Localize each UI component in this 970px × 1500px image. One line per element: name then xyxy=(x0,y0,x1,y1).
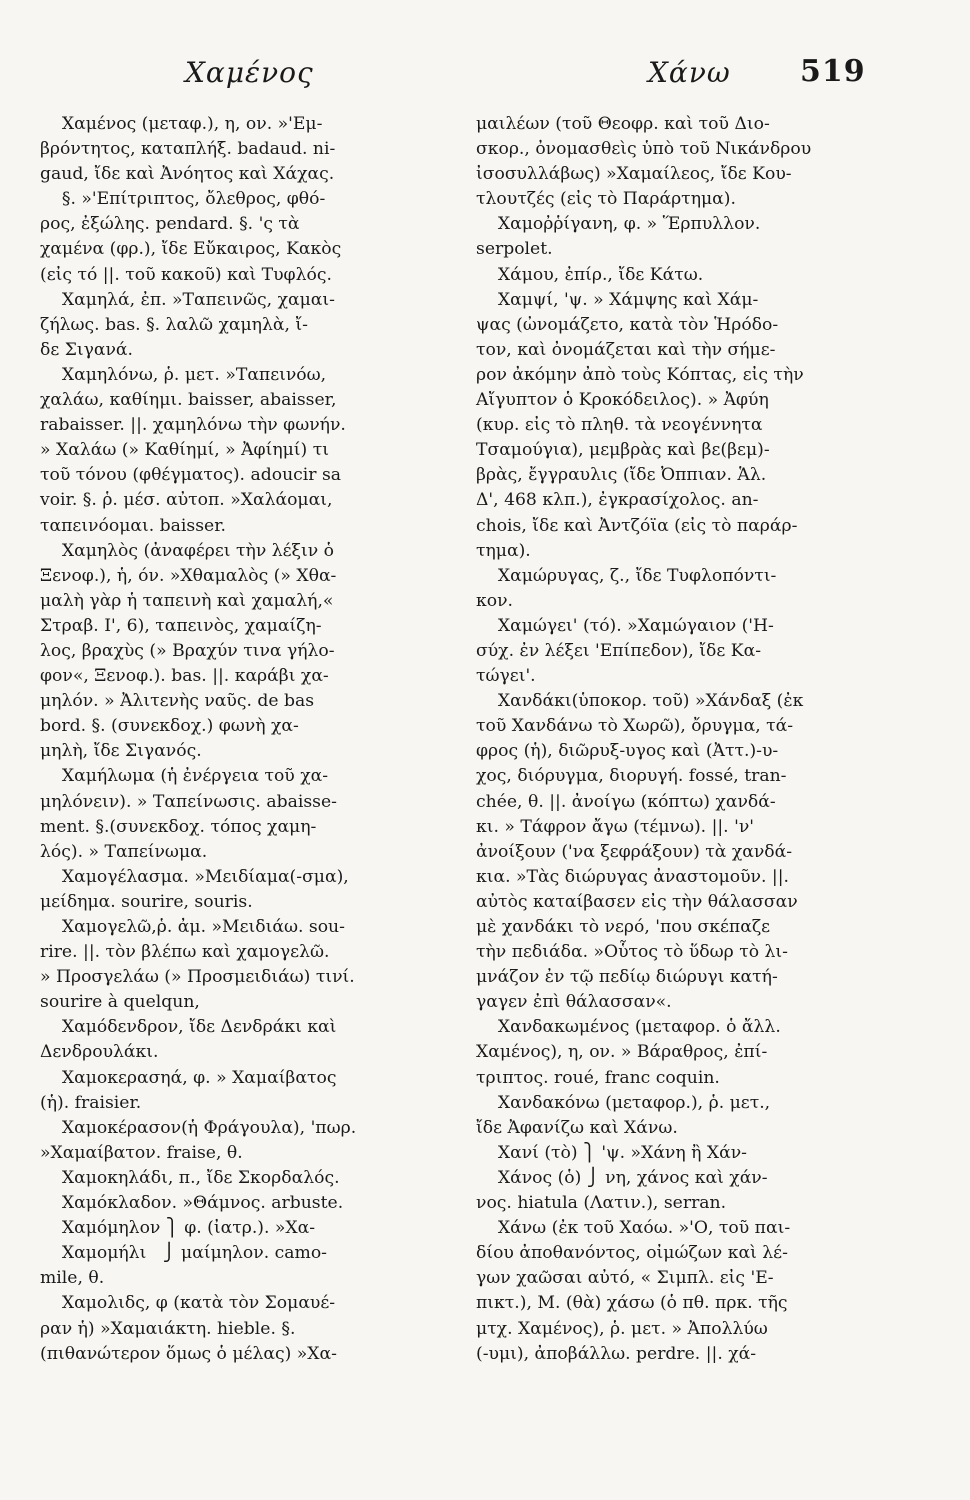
dictionary-line: χαμένα (φρ.), ἴδε Εὔκαιρος, Κακὸς xyxy=(40,239,342,260)
dictionary-line: (ἡ). fraisier. xyxy=(40,1092,142,1113)
dictionary-line: Χαμόδενδρον, ἴδε Δενδράκι καὶ xyxy=(40,1017,337,1038)
dictionary-line: Χαμογελῶ,ῥ. ἀμ. »Μειδιάω. sou- xyxy=(40,917,345,937)
dictionary-line: βρόντητος, καταπλήξ. badaud. ni- xyxy=(40,139,336,160)
dictionary-line: μὲ χανδάκι τὸ νερό, 'που σκέπαζε xyxy=(476,917,771,937)
dictionary-line: Χανδάκι(ὑποκορ. τοῦ) »Χάνδαξ (ἐκ xyxy=(476,691,804,712)
dictionary-line: Δενδρουλάκι. xyxy=(40,1042,159,1063)
dictionary-line: Χαμοῤῥίγανη, φ. » Ἕρπυλλον. xyxy=(476,214,761,235)
dictionary-line: τον, καὶ ὀνομάζεται καὶ τὴν σήμε- xyxy=(476,339,776,360)
dictionary-line: Αἴγυπτον ὁ Κροκόδειλος). » Ἀφύη xyxy=(476,390,769,411)
dictionary-line: σύχ. ἐν λέξει 'Επίπεδον), ἴδε Κα- xyxy=(476,640,762,661)
dictionary-line: »Χαμαίβατον. fraise, θ. xyxy=(40,1142,243,1163)
dictionary-line: Χαμένος (μεταφ.), η, ον. »'Εμ- xyxy=(40,114,323,134)
dictionary-line: » Προσγελάω (» Προσμειδιάω) τινί. xyxy=(40,967,355,988)
dictionary-line: chée, θ. ||. ἀνοίγω (κόπτω) χανδά- xyxy=(476,791,776,812)
dictionary-line: chois, ἴδε καὶ Ἀντζόϊα (εἰς τὸ παράρ- xyxy=(476,515,798,536)
dictionary-line: γων χαῶσαι αὐτό, « Σιμπλ. εἰς 'Ε- xyxy=(476,1268,774,1289)
dictionary-line: σκορ., ὀνομασθεὶς ὑπὸ τοῦ Νικάνδρου xyxy=(476,139,812,160)
dictionary-line: ταπεινόομαι. baisser. xyxy=(40,515,226,536)
dictionary-line: μηλόν. » Ἀλιτενὴς ναῦς. de bas xyxy=(40,691,315,712)
dictionary-line: (εἰς τό ||. τοῦ κακοῦ) καὶ Τυφλός. xyxy=(40,264,332,285)
dictionary-line: Χαμψί, 'ψ. » Χάμψης καὶ Χάμ- xyxy=(476,289,759,310)
dictionary-line: πικτ.), Μ. (θὰ) χάσω (ὁ πθ. πρκ. τῆς xyxy=(476,1293,788,1314)
dictionary-line: αὐτὸς καταίβασεν εἰς τὴν θάλασσαν xyxy=(476,891,798,912)
dictionary-line: sourire à quelqun, xyxy=(40,992,200,1013)
dictionary-line: ἰσοσυλλάβως) »Χαμαίλεος, ἴδε Κου- xyxy=(476,164,792,185)
left-column xyxy=(40,112,460,1367)
dictionary-line: δίου ἀποθανόντος, οἰμώζων καὶ λέ- xyxy=(476,1243,788,1264)
dictionary-line: serpolet. xyxy=(476,239,553,260)
dictionary-line: μαλὴ γὰρ ἡ ταπεινὴ καὶ χαμαλή,« xyxy=(40,590,334,611)
dictionary-line: Στραβ. Ι', 6), ταπεινὸς, χαμαίζη- xyxy=(40,615,322,636)
dictionary-line: Χαμηλόνω, ῥ. μετ. »Ταπεινόω, xyxy=(40,364,327,385)
dictionary-line: τοῦ Χανδάνω τὸ Χωρῶ), ὄρυγμα, τά- xyxy=(476,716,794,737)
dictionary-line: ρος, ἐξώλης. pendard. §. 'ς τὰ xyxy=(40,214,300,235)
dictionary-line: Χαμοκερασηά, φ. » Χαμαίβατος xyxy=(40,1067,337,1088)
dictionary-line: ment. §.(συνεκδοχ. τόπος χαμη- xyxy=(40,816,317,837)
dictionary-line: §. »'Επίτριπτος, ὄλεθρος, φθό- xyxy=(40,189,326,210)
dictionary-line: Χάμου, ἐπίρ., ἴδε Κάτω. xyxy=(476,264,704,285)
dictionary-line: ζήλως. bas. §. λαλῶ χαμηλὰ, ἴ- xyxy=(40,314,308,335)
dictionary-line: Χανί (τὸ) ⎫ 'ψ. »Χάνη ἢ Χάν- xyxy=(476,1142,747,1163)
dictionary-line: λος, βραχὺς (» Βραχύν τινα γήλο- xyxy=(40,640,335,661)
dictionary-line: Χανδακωμένος (μεταφορ. ὁ ἄλλ. xyxy=(476,1017,781,1038)
dictionary-line: κια. »Τὰς διώρυγας ἀναστομοῦν. ||. xyxy=(476,866,789,887)
dictionary-line: τλουτζές (εἰς τὸ Παράρτημα). xyxy=(476,189,736,210)
dictionary-line: Χαμοκηλάδι, π., ἴδε Σκορδαλός. xyxy=(40,1167,340,1188)
dictionary-line: χος, διόρυγμα, διορυγή. fossé, tran- xyxy=(476,766,787,787)
dictionary-line: χαλάω, καθίημι. baisser, abaisser, xyxy=(40,390,337,411)
dictionary-line: Χαμώρυγας, ζ., ἴδε Τυφλοπόντι- xyxy=(476,565,777,586)
dictionary-line: νος. hiatula (Λατιν.), serran. xyxy=(476,1193,727,1214)
dictionary-line: μείδημα. sourire, souris. xyxy=(40,891,253,912)
dictionary-line: Δ', 468 κλπ.), ἐγκρασίχολος. an- xyxy=(476,490,759,511)
dictionary-line: mile, θ. xyxy=(40,1268,105,1289)
dictionary-line: κι. » Τάφρον ἄγω (τέμνω). ||. 'ν' xyxy=(476,816,755,837)
dictionary-line: ἀνοίξουν ('να ξεφράξουν) τὰ χανδά- xyxy=(476,841,793,862)
dictionary-line: Χαμηλά, ἐπ. »Ταπεινῶς, χαμαι- xyxy=(40,289,335,310)
dictionary-line: μνάζον ἐν τῷ πεδίῳ διώρυγι κατή- xyxy=(476,967,778,988)
dictionary-line: Χαμηλὸς (ἀναφέρει τὴν λέξιν ὁ xyxy=(40,540,334,561)
dictionary-line: Χαμολιδς, φ (κατὰ τὸν Σομαυέ- xyxy=(40,1293,336,1314)
dictionary-line: Χαμένος), η, ον. » Βάραθρος, ἐπί- xyxy=(476,1042,768,1063)
right-column xyxy=(476,112,916,1367)
dictionary-line: κον. xyxy=(476,590,514,611)
dictionary-line: ψας (ὠνομάζετο, κατὰ τὸν Ἡρόδο- xyxy=(476,314,779,335)
dictionary-line: Χαμόμηλον ⎫ φ. (ἰατρ.). »Χα- xyxy=(40,1218,316,1239)
dictionary-line: τοῦ τόνου (φθέγματος). adoucir sa xyxy=(40,465,342,486)
dictionary-line: voir. §. ῥ. μέσ. αὐτοπ. »Χαλάομαι, xyxy=(40,490,333,511)
running-head-left: Χαμένος xyxy=(185,56,314,89)
page-number: 519 xyxy=(800,54,866,89)
dictionary-line: Τσαμούγια), μεμβρὰς καὶ βε(βεμ)- xyxy=(476,440,770,461)
dictionary-line: μηλὴ, ἴδε Σιγανός. xyxy=(40,741,202,762)
dictionary-line: τριπτος. roué, franc coquin. xyxy=(476,1067,720,1088)
dictionary-line: ρον ἀκόμην ἀπὸ τοὺς Κόπτας, εἰς τὴν xyxy=(476,364,804,385)
dictionary-line: βρὰς, ἔγγραυλις (ἴδε Ὀππιαν. Ἁλ. xyxy=(476,465,767,486)
dictionary-line: rire. ||. τὸν βλέπω καὶ χαμογελῶ. xyxy=(40,942,330,963)
dictionary-line: Χαμοκέρασον(ἡ Φράγουλα), 'πωρ. xyxy=(40,1117,357,1138)
dictionary-line: Χαμόκλαδον. »Θάμνος. arbuste. xyxy=(40,1193,344,1214)
dictionary-line: rabaisser. ||. χαμηλόνω τὴν φωνήν. xyxy=(40,415,346,436)
dictionary-line: Χάνω (ἐκ τοῦ Χαόω. »'Ο, τοῦ παι- xyxy=(476,1218,791,1239)
dictionary-line: Ξενοφ.), ἡ, όν. »Χθαμαλὸς (» Χθα- xyxy=(40,565,337,586)
dictionary-line: γαγεν ἐπὶ θάλασσαν«. xyxy=(476,992,672,1013)
dictionary-line: Χάνος (ὁ) ⎭ νη, χάνος καὶ χάν- xyxy=(476,1167,768,1188)
dictionary-line: ἴδε Ἀφανίζω καὶ Χάνω. xyxy=(476,1117,678,1138)
dictionary-line: (-υμι), ἀποβάλλω. perdre. ||. χά- xyxy=(476,1343,757,1364)
dictionary-line: gaud, ἴδε καὶ Ἀνόητος καὶ Χάχας. xyxy=(40,164,335,185)
dictionary-line: Χαμήλωμα (ἡ ἐνέργεια τοῦ χα- xyxy=(40,766,329,787)
dictionary-line: (πιθανώτερον ὅμως ὁ μέλας) »Χα- xyxy=(40,1343,337,1364)
running-head-right: Χάνω xyxy=(648,56,731,89)
dictionary-line: bord. §. (συνεκδοχ.) φωνὴ χα- xyxy=(40,716,299,737)
dictionary-line: τώγει'. xyxy=(476,666,536,687)
dictionary-line: φον«, Ξενοφ.). bas. ||. καράβι χα- xyxy=(40,666,329,687)
dictionary-line: δε Σιγανά. xyxy=(40,339,134,360)
dictionary-line: μαιλέων (τοῦ Θεοφρ. καὶ τοῦ Διο- xyxy=(476,114,770,134)
dictionary-line: ραν ἡ) »Χαμαιάκτη. hieble. §. xyxy=(40,1318,296,1339)
dictionary-line: φρος (ἡ), διῶρυξ-υγος καὶ (Ἀττ.)-υ- xyxy=(476,741,779,762)
dictionary-line: Χανδακόνω (μεταφορ.), ῥ. μετ., xyxy=(476,1092,771,1113)
dictionary-line: Χαμώγει' (τό). »Χαμώγαιον ('Η- xyxy=(476,615,774,636)
dictionary-line: Χαμογέλασμα. »Μειδίαμα(-σμα), xyxy=(40,866,349,887)
dictionary-line: λός). » Ταπείνωμα. xyxy=(40,841,208,862)
dictionary-line: Χαμομήλι ⎭ μαίμηλον. camo- xyxy=(40,1243,327,1264)
dictionary-line: τημα). xyxy=(476,540,531,561)
dictionary-line: (κυρ. εἰς τὸ πληθ. τὰ νεογέννητα xyxy=(476,415,763,436)
dictionary-line: μτχ. Χαμένος), ῥ. μετ. » Ἀπολλύω xyxy=(476,1318,768,1339)
dictionary-line: τὴν πεδιάδα. »Οὗτος τὸ ὕδωρ τὸ λι- xyxy=(476,942,788,963)
dictionary-line: μηλόνειν). » Ταπείνωσις. abaisse- xyxy=(40,791,337,812)
dictionary-line: » Χαλάω (» Καθίημί, » Ἀφίημί) τι xyxy=(40,440,329,461)
